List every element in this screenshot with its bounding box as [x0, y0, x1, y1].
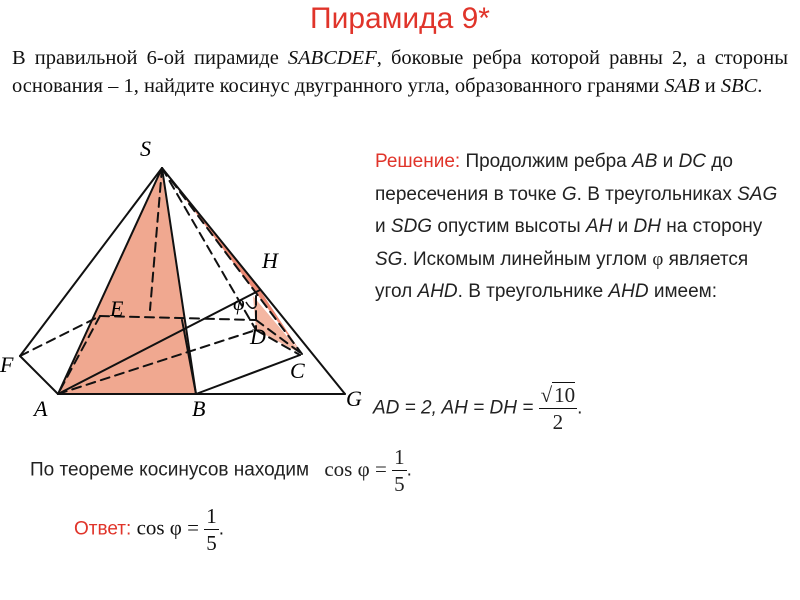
label-b: B — [192, 396, 206, 421]
label-a: A — [34, 396, 48, 421]
equation-line: AD = 2, AH = DH = $\frac{√10}{2}$ . — [373, 383, 583, 434]
label-phi: φ — [233, 291, 245, 315]
label-e: E — [110, 296, 124, 321]
label-g: G — [346, 386, 362, 411]
label-h: H — [262, 248, 278, 273]
label-f: F — [0, 352, 14, 377]
cosine-theorem-line: По теореме косинусов находим cos φ = $\frac{1}{5}$ . — [30, 445, 412, 496]
label-d: D — [250, 324, 266, 349]
problem-statement: В правильной 6-ой пирамиде SABCDEF, боковые ребра которой равны 2, а стороны основания – 1, найдите косинус двугранного угла, образованного гранями SAB и SBC. — [12, 47, 788, 97]
label-c: C — [290, 358, 305, 383]
solution-text: Решение: Продолжим ребра AB и DC до пересечения в точке G. В треугольниках SAG и SDG опустим высоты AH и DH на сторону SG. Искомым линейным углом φ является угол AHD. В треугольнике AHD имеем: — [375, 151, 778, 302]
face-sab-shaded — [58, 168, 196, 394]
slide-title: Пирамида 9* — [310, 2, 490, 35]
answer-line: Ответ: cos φ = $\frac{1}{5}$ . — [74, 504, 225, 555]
sqrt-symbol: √ — [540, 383, 553, 407]
label-s: S — [140, 136, 151, 161]
